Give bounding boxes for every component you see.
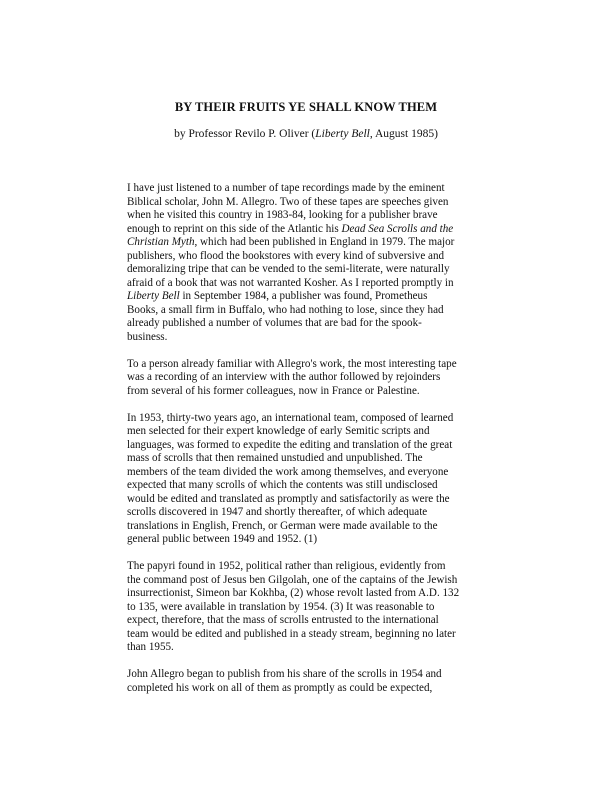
byline-prefix: by Professor Revilo P. Oliver ( bbox=[174, 128, 316, 140]
text-segment: The papyri found in 1952, political rather than religious, evidently from bbox=[127, 560, 446, 572]
text-line bbox=[127, 277, 489, 291]
text-segment: demoralizing tripe that can be vended to the semi-literate, were naturally bbox=[127, 263, 450, 275]
body-paragraph bbox=[127, 412, 489, 547]
italic-title-text: Dead Sea Scrolls and the bbox=[341, 222, 454, 235]
text-line bbox=[127, 587, 489, 601]
text-line bbox=[127, 209, 489, 223]
text-segment: completed his work on all of them as promptly as could be expected, bbox=[127, 681, 433, 694]
text-segment: expected that many scrolls of which the contents was still undisclosed bbox=[127, 479, 438, 491]
text-segment: business. bbox=[127, 330, 168, 343]
text-line bbox=[127, 466, 489, 480]
text-segment: languages, was formed to expedite the editing and translation of the great bbox=[127, 438, 453, 451]
text-line bbox=[127, 317, 489, 331]
text-segment: afraid of a book that was not warranted Kosher. As I reported promptly in bbox=[127, 276, 454, 289]
text-line bbox=[127, 236, 489, 250]
text-segment: , which had been published in England in 1979. The major bbox=[194, 236, 455, 248]
document-title: BY THEIR FRUITS YE SHALL KNOW THEM bbox=[174, 100, 438, 114]
text-segment: than 1955. bbox=[127, 641, 174, 653]
byline bbox=[0, 128, 612, 140]
text-segment: publishers, who flood the bookstores with every kind of subversive and bbox=[127, 249, 445, 262]
text-line bbox=[127, 196, 489, 210]
text-line bbox=[127, 560, 489, 574]
text-line bbox=[127, 182, 489, 196]
text-line bbox=[127, 263, 489, 277]
text-line bbox=[127, 641, 489, 655]
text-segment: Books, a small firm in Buffalo, who had nothing to lose, since they had bbox=[127, 303, 444, 316]
text-segment: in September 1984, a publisher was found, Prometheus bbox=[179, 290, 428, 302]
text-segment: In 1953, thirty-two years ago, an international team, composed of learned bbox=[127, 411, 454, 424]
text-segment: to 135, were available in translation by 1954. (3) It was reasonable to bbox=[127, 600, 435, 613]
text-segment: mass of scrolls that then remained unstudied and unpublished. The bbox=[127, 452, 423, 464]
text-line bbox=[127, 331, 489, 345]
text-line bbox=[127, 223, 489, 237]
text-segment: from several of his former colleagues, now in France or Palestine. bbox=[127, 384, 420, 397]
text-segment: was a recording of an interview with the author followed by rejoinders bbox=[127, 371, 441, 383]
text-line bbox=[127, 290, 489, 304]
text-line bbox=[127, 439, 489, 453]
text-line bbox=[127, 506, 489, 520]
text-segment: Biblical scholar, John M. Allegro. Two of these tapes are speeches given bbox=[127, 195, 449, 208]
text-line bbox=[127, 601, 489, 615]
text-segment: John Allegro began to publish from his share of the scrolls in 1954 and bbox=[127, 668, 442, 680]
byline-publication: Liberty Bell bbox=[315, 128, 370, 140]
text-segment: expect, therefore, that the mass of scrolls entrusted to the international bbox=[127, 614, 439, 626]
text-segment: insurrectionist, Simeon bar Kokhba, (2) whose revolt lasted from A.D. 132 bbox=[127, 587, 460, 599]
text-line bbox=[127, 412, 489, 426]
body-paragraph bbox=[127, 668, 489, 695]
text-line bbox=[127, 493, 489, 507]
text-line bbox=[127, 682, 489, 696]
text-segment: I have just listened to a number of tape recordings made by the eminent bbox=[127, 182, 445, 194]
text-line bbox=[127, 533, 489, 547]
text-line bbox=[127, 425, 489, 439]
text-segment: members of the team divided the work among themselves, and everyone bbox=[127, 465, 449, 478]
text-segment: team would be edited and published in a steady stream, beginning no later bbox=[127, 627, 456, 640]
byline-suffix: , August 1985) bbox=[369, 128, 438, 140]
text-segment: when he visited this country in 1983-84, looking for a publisher brave bbox=[127, 209, 438, 221]
text-segment: would be edited and translated as promptly and satisfactorily as were the bbox=[127, 492, 450, 505]
document-body bbox=[127, 182, 489, 709]
text-segment: To a person already familiar with Allegro's work, the most interesting tape bbox=[127, 357, 457, 370]
text-segment: men selected for their expert knowledge of early Semitic scripts and bbox=[127, 425, 430, 437]
text-segment: the command post of Jesus ben Gilgolah, one of the captains of the Jewish bbox=[127, 573, 458, 586]
italic-title-text: Christian Myth bbox=[127, 236, 195, 248]
text-segment: translations in English, French, or German were made available to the bbox=[127, 519, 438, 532]
body-paragraph bbox=[127, 358, 489, 399]
text-line bbox=[127, 452, 489, 466]
text-line bbox=[127, 668, 489, 682]
text-line bbox=[127, 574, 489, 588]
text-segment: scrolls discovered in 1947 and shortly thereafter, of which adequate bbox=[127, 506, 428, 518]
text-line bbox=[127, 304, 489, 318]
text-line bbox=[127, 371, 489, 385]
text-line bbox=[127, 250, 489, 264]
text-line bbox=[127, 479, 489, 493]
body-paragraph bbox=[127, 560, 489, 655]
text-line bbox=[127, 628, 489, 642]
text-segment: enough to reprint on this side of the Atlantic his bbox=[127, 222, 342, 235]
text-line bbox=[127, 385, 489, 399]
text-segment: general public between 1949 and 1952. (1) bbox=[127, 533, 318, 545]
text-line bbox=[127, 614, 489, 628]
text-segment: already published a number of volumes that are bad for the spook- bbox=[127, 317, 422, 329]
text-line bbox=[127, 358, 489, 372]
text-line bbox=[127, 520, 489, 534]
body-paragraph bbox=[127, 182, 489, 344]
italic-title-text: Liberty Bell bbox=[127, 290, 180, 302]
